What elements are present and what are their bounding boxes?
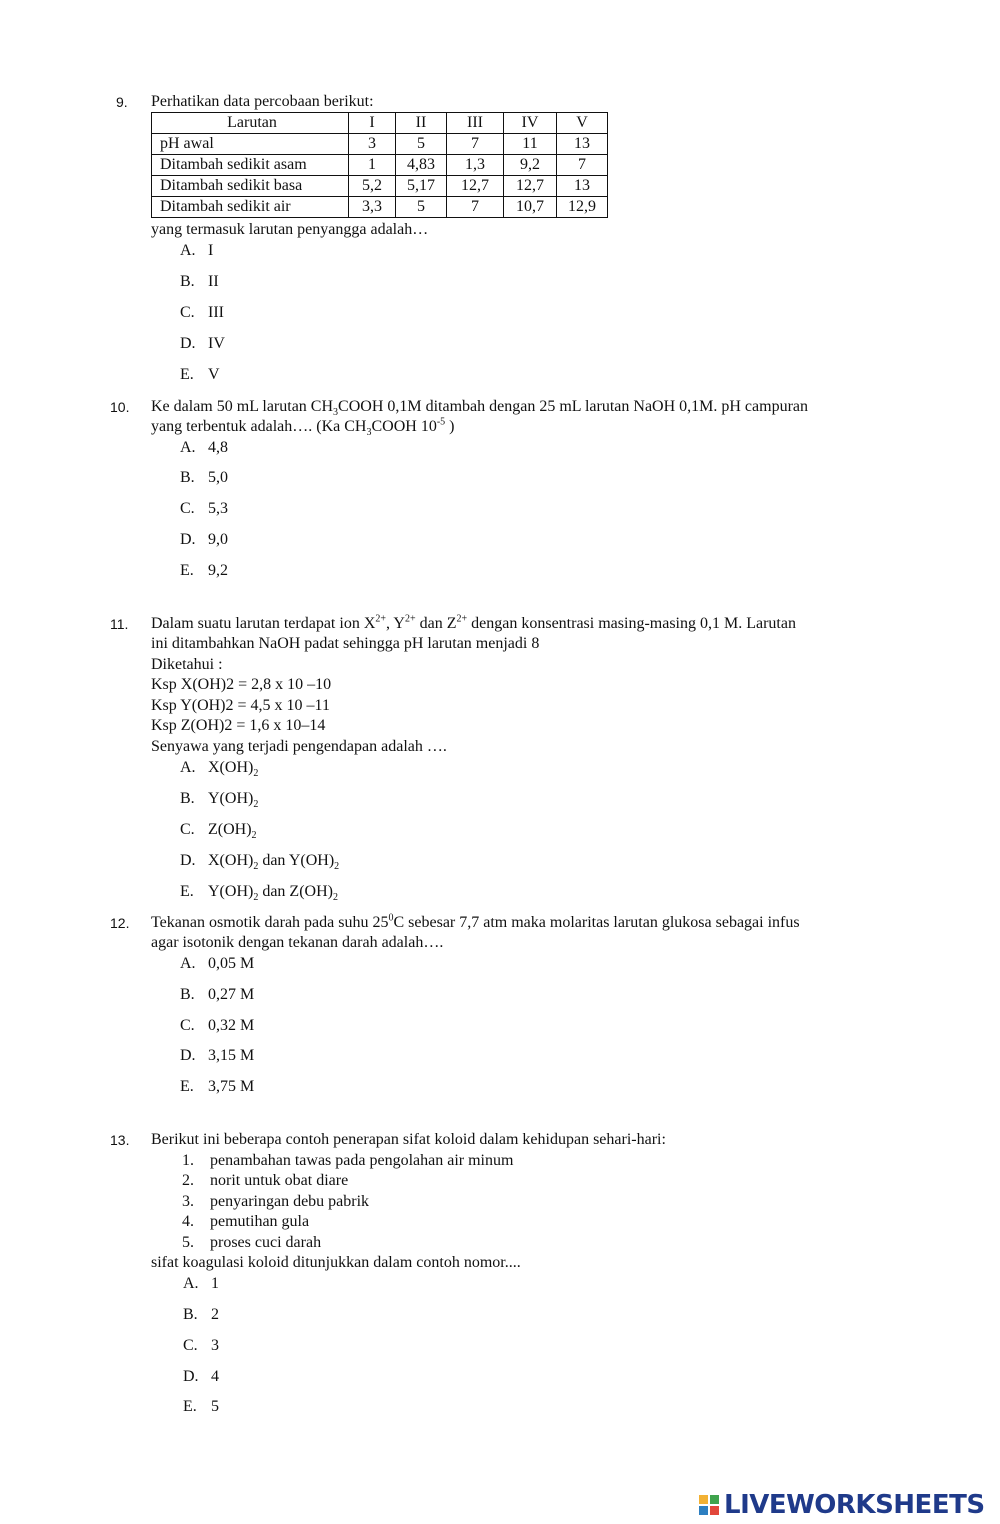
table-cell: Ditambah sedikit basa xyxy=(152,176,349,197)
question-12-option-d[interactable] xyxy=(180,1046,254,1066)
subscript: 2 xyxy=(251,830,257,842)
table-cell: 7 xyxy=(557,155,608,176)
table-header-cell: II xyxy=(396,113,447,134)
option-text: 1 xyxy=(211,1275,219,1292)
list-text: norit untuk obat diare xyxy=(210,1172,349,1189)
question-10-option-b[interactable] xyxy=(180,468,228,488)
list-item xyxy=(182,1151,513,1171)
option-letter: E. xyxy=(180,562,194,579)
subscript: 2 xyxy=(253,892,259,904)
option-letter: D. xyxy=(180,1047,196,1064)
option-text: 3,15 M xyxy=(208,1047,255,1064)
option-text: 2 xyxy=(211,1306,219,1323)
list-number: 5. xyxy=(182,1234,194,1251)
table-header-cell: I xyxy=(349,113,396,134)
table-cell: Ditambah sedikit asam xyxy=(152,155,349,176)
option-letter: E. xyxy=(180,883,194,900)
table-cell: 4,83 xyxy=(396,155,447,176)
option-letter: D. xyxy=(180,531,196,548)
question-13-text: sifat koagulasi koloid ditunjukkan dalam contoh nomor.... xyxy=(151,1254,521,1271)
question-13-option-e[interactable] xyxy=(183,1397,219,1417)
table-row xyxy=(152,176,608,197)
option-text: X(OH) xyxy=(208,759,254,776)
option-text: 3,75 M xyxy=(208,1078,255,1095)
text-run: dengan konsentrasi masing-masing 0,1 M. Larutan xyxy=(467,615,796,632)
logo-text: LIVEWORKSHEETS xyxy=(724,1490,985,1520)
superscript: 2+ xyxy=(404,613,416,625)
option-text: I xyxy=(208,242,214,259)
list-number: 1. xyxy=(182,1152,194,1169)
question-11-option-e[interactable] xyxy=(180,882,338,902)
question-11-line-5: Ksp Y(OH)2 = 4,5 x 10 –11 xyxy=(151,697,330,714)
question-10-option-c[interactable] xyxy=(180,499,228,519)
list-text: proses cuci darah xyxy=(210,1234,322,1251)
option-letter: C. xyxy=(180,304,195,321)
question-11-number: 11. xyxy=(110,616,129,632)
option-letter: C. xyxy=(180,1017,195,1034)
option-letter: B. xyxy=(180,986,195,1003)
question-13-option-c[interactable] xyxy=(183,1336,219,1356)
superscript: -5 xyxy=(436,416,446,428)
question-12-option-e[interactable] xyxy=(180,1077,254,1097)
question-13-option-b[interactable] xyxy=(183,1305,219,1325)
table-row xyxy=(152,134,608,155)
option-text: dan Z(OH) xyxy=(258,883,333,900)
option-letter: B. xyxy=(180,790,195,807)
table-cell: 7 xyxy=(447,197,504,218)
list-item xyxy=(182,1171,348,1191)
list-number: 2. xyxy=(182,1172,194,1189)
table-cell: 9,2 xyxy=(504,155,557,176)
text-run: COOH 10 xyxy=(371,418,437,435)
superscript: 2+ xyxy=(375,613,387,625)
table-cell: 13 xyxy=(557,134,608,155)
option-text: V xyxy=(208,366,220,383)
list-item xyxy=(182,1212,309,1232)
logo-square xyxy=(709,1505,720,1516)
table-cell: 5,2 xyxy=(349,176,396,197)
option-letter: B. xyxy=(183,1306,198,1323)
option-text: 5 xyxy=(211,1398,219,1415)
logo-mark-icon xyxy=(698,1494,720,1516)
question-11-line-6: Ksp Z(OH)2 = 1,6 x 10–14 xyxy=(151,717,326,734)
subscript: 2 xyxy=(253,861,259,873)
table-cell: 3 xyxy=(349,134,396,155)
option-text: IV xyxy=(208,335,225,352)
table-cell: 5 xyxy=(396,134,447,155)
option-letter: A. xyxy=(180,439,196,456)
table-header-cell: Larutan xyxy=(152,113,349,134)
question-12-number: 12. xyxy=(110,915,130,931)
text-run: , Y xyxy=(386,615,405,632)
question-9-number: 9. xyxy=(116,94,128,110)
text-run: C sebesar 7,7 atm maka molaritas larutan glukosa sebagai infus xyxy=(393,914,800,931)
logo-square xyxy=(698,1494,709,1505)
table-cell: 5 xyxy=(396,197,447,218)
question-10-option-d[interactable] xyxy=(180,530,228,550)
question-11-option-b[interactable] xyxy=(180,789,258,809)
subscript: 2 xyxy=(253,768,259,780)
text-run: Tekanan osmotik darah pada suhu 25 xyxy=(151,914,389,931)
question-12-line-1 xyxy=(151,913,800,933)
question-9-text: yang termasuk larutan penyangga adalah… xyxy=(151,221,429,238)
question-12-option-c[interactable] xyxy=(180,1016,254,1036)
table-cell: 10,7 xyxy=(504,197,557,218)
option-letter: A. xyxy=(180,759,196,776)
table-cell: pH awal xyxy=(152,134,349,155)
liveworksheets-logo xyxy=(698,1488,985,1522)
question-13-option-a[interactable] xyxy=(183,1274,219,1294)
table-cell: 12,9 xyxy=(557,197,608,218)
text-run: dan Z xyxy=(415,615,457,632)
question-9-prompt: Perhatikan data percobaan berikut: xyxy=(151,93,374,110)
option-text: III xyxy=(208,304,224,321)
option-letter: A. xyxy=(180,242,196,259)
option-text: 4 xyxy=(211,1368,219,1385)
option-text: 9,2 xyxy=(208,562,228,579)
question-10-line-2 xyxy=(151,417,455,437)
list-number: 4. xyxy=(182,1213,194,1230)
table-cell: 3,3 xyxy=(349,197,396,218)
question-9-option-c[interactable] xyxy=(180,303,224,323)
table-cell: 7 xyxy=(447,134,504,155)
table-header-cell: V xyxy=(557,113,608,134)
question-11-line-2: ini ditambahkan NaOH padat sehingga pH larutan menjadi 8 xyxy=(151,635,540,652)
text-run: Ke dalam 50 mL larutan CH xyxy=(151,398,334,415)
superscript: 0 xyxy=(388,912,394,924)
option-letter: B. xyxy=(180,273,195,290)
option-letter: E. xyxy=(183,1398,197,1415)
question-12-option-a[interactable] xyxy=(180,954,254,974)
subscript: 2 xyxy=(332,892,338,904)
question-9-option-b[interactable] xyxy=(180,272,219,292)
table-cell: 11 xyxy=(504,134,557,155)
table-header-cell: IV xyxy=(504,113,557,134)
option-letter: D. xyxy=(183,1368,199,1385)
question-10-option-e[interactable] xyxy=(180,561,228,581)
text-run: COOH 0,1M ditambah dengan 25 mL larutan NaOH 0,1M. pH campuran xyxy=(338,398,809,415)
option-letter: C. xyxy=(183,1337,198,1354)
option-letter: C. xyxy=(180,500,195,517)
list-item xyxy=(182,1233,321,1253)
table-cell: 13 xyxy=(557,176,608,197)
list-item xyxy=(182,1192,369,1212)
table-cell: 1,3 xyxy=(447,155,504,176)
table-header-row xyxy=(152,113,608,134)
table-cell: 12,7 xyxy=(504,176,557,197)
question-11-line-1 xyxy=(151,614,796,634)
question-11-line-4: Ksp X(OH)2 = 2,8 x 10 –10 xyxy=(151,676,332,693)
question-10-option-a[interactable] xyxy=(180,438,228,458)
option-text: 5,0 xyxy=(208,469,228,486)
question-9-option-d[interactable] xyxy=(180,334,225,354)
option-letter: B. xyxy=(180,469,195,486)
superscript: 2+ xyxy=(456,613,468,625)
option-text: Y(OH) xyxy=(208,883,254,900)
table-cell: Ditambah sedikit air xyxy=(152,197,349,218)
option-text: 0,32 M xyxy=(208,1017,255,1034)
question-9-option-a[interactable] xyxy=(180,241,213,261)
option-text: dan Y(OH) xyxy=(258,852,335,869)
list-text: penyaringan debu pabrik xyxy=(210,1193,370,1210)
option-letter: D. xyxy=(180,335,196,352)
list-text: penambahan tawas pada pengolahan air minum xyxy=(210,1152,514,1169)
list-number: 3. xyxy=(182,1193,194,1210)
option-text: 4,8 xyxy=(208,439,228,456)
option-text: 9,0 xyxy=(208,531,228,548)
question-12-option-b[interactable] xyxy=(180,985,254,1005)
subscript: 2 xyxy=(253,799,259,811)
subscript: 3 xyxy=(333,407,339,419)
option-text: II xyxy=(208,273,219,290)
subscript: 2 xyxy=(334,861,340,873)
question-11-line-3: Diketahui : xyxy=(151,656,223,673)
option-letter: D. xyxy=(180,852,196,869)
option-text: 0,27 M xyxy=(208,986,255,1003)
question-10-line-1 xyxy=(151,397,808,417)
option-text: 5,3 xyxy=(208,500,228,517)
option-letter: C. xyxy=(180,821,195,838)
list-text: pemutihan gula xyxy=(210,1213,310,1230)
subscript: 3 xyxy=(366,427,372,439)
table-cell: 12,7 xyxy=(447,176,504,197)
question-13-number: 13. xyxy=(110,1132,130,1148)
text-run: Dalam suatu larutan terdapat ion X xyxy=(151,615,376,632)
table-header-cell: III xyxy=(447,113,504,134)
question-9-option-e[interactable] xyxy=(180,365,220,385)
experiment-data-table xyxy=(151,112,608,218)
question-13-option-d[interactable] xyxy=(183,1367,219,1387)
logo-square xyxy=(709,1494,720,1505)
option-text: X(OH) xyxy=(208,852,254,869)
table-cell: 1 xyxy=(349,155,396,176)
question-13-prompt: Berikut ini beberapa contoh penerapan sifat koloid dalam kehidupan sehari-hari: xyxy=(151,1131,666,1148)
option-letter: A. xyxy=(180,955,196,972)
question-11-option-a[interactable] xyxy=(180,758,258,778)
question-11-option-c[interactable] xyxy=(180,820,257,840)
question-10-number: 10. xyxy=(110,399,130,415)
option-text: Z(OH) xyxy=(208,821,252,838)
logo-square xyxy=(698,1505,709,1516)
table-cell: 5,17 xyxy=(396,176,447,197)
text-run: yang terbentuk adalah…. (Ka CH xyxy=(151,418,367,435)
option-text: 0,05 M xyxy=(208,955,255,972)
table-row xyxy=(152,155,608,176)
option-letter: E. xyxy=(180,366,194,383)
question-11-line-7: Senyawa yang terjadi pengendapan adalah …. xyxy=(151,738,447,755)
table-row xyxy=(152,197,608,218)
option-text: 3 xyxy=(211,1337,219,1354)
option-letter: A. xyxy=(183,1275,199,1292)
question-12-line-2: agar isotonik dengan tekanan darah adalah…. xyxy=(151,934,444,951)
text-run: ) xyxy=(445,418,455,435)
option-letter: E. xyxy=(180,1078,194,1095)
option-text: Y(OH) xyxy=(208,790,254,807)
question-11-option-d[interactable] xyxy=(180,851,339,871)
